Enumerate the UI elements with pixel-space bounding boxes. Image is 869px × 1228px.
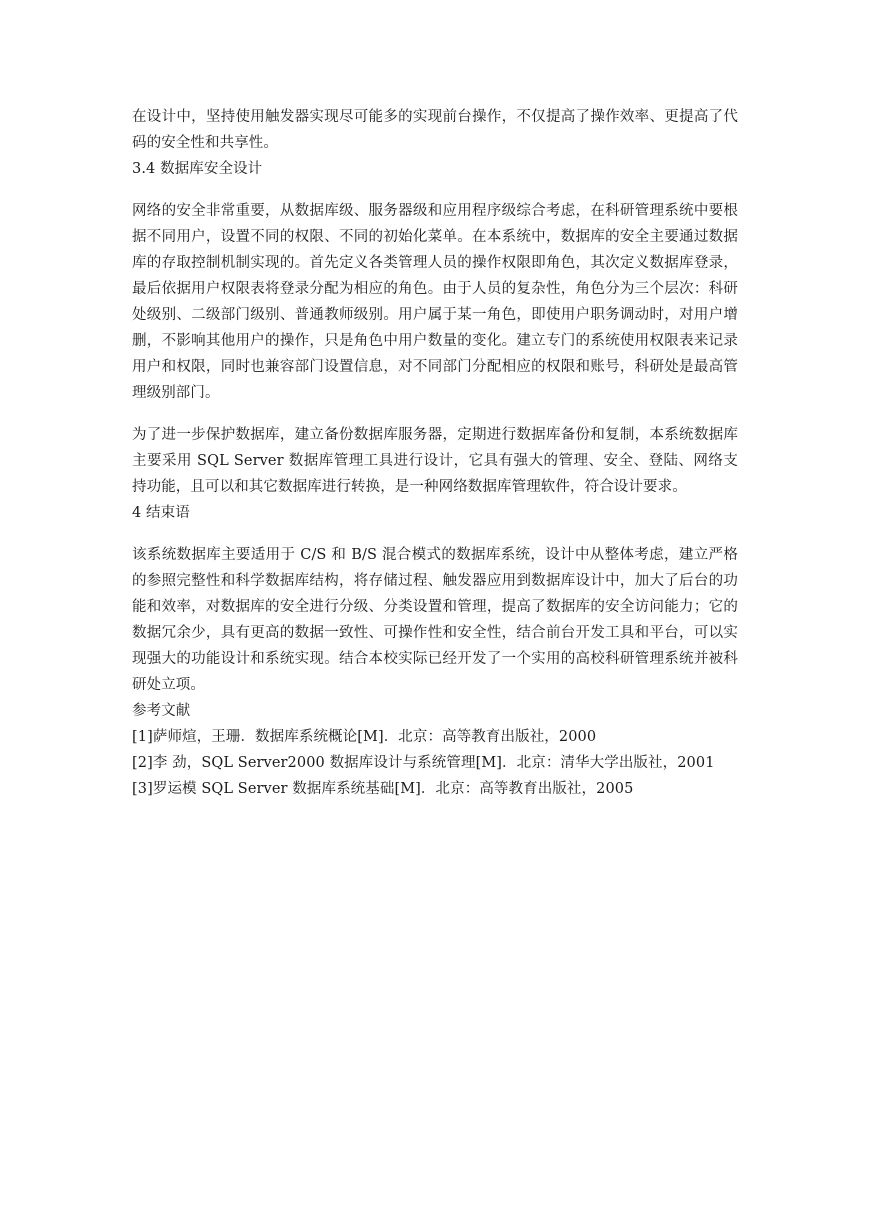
references-heading: 参考文献 xyxy=(132,703,191,719)
reference-item-2: [2]李 劲，SQL Server2000 数据库设计与系统管理[M]．北京：清华大学出版社，2001 xyxy=(132,755,715,771)
paragraph-conclusion: 该系统数据库主要适用于 C/S 和 B/S 混合模式的数据库系统，设计中从整体考虑，建立严格的参照完整性和科学数据库结构，将存储过程、触发器应用到数据库设计中，加大了后台的功能和效率，对数据库的安全进行分级、分类设置和管理，提高了数据库的安全访问能力；它的数据冗余少，具有更高的数据一致性、可操作性和安全性，结合前台开发工具和平台，可以实现强大的功能设计和系统实现。结合本校实际已经开发了一个实用的高校科研管理系统并被科研处立项。 xyxy=(132,547,738,693)
section-heading-security: 3.4 数据库安全设计 xyxy=(132,161,263,177)
paragraph-backup: 为了进一步保护数据库，建立备份数据库服务器，定期进行数据库备份和复制，本系统数据库主要采用 SQL Server 数据库管理工具进行设计，它具有强大的管理、安全、登陆、网络支持功能，且可以和其它数据库进行转换，是一种网络数据库管理软件，符合设计要求。 xyxy=(132,427,738,495)
paragraph-security: 网络的安全非常重要，从数据库级、服务器级和应用程序级综合考虑，在科研管理系统中要根据不同用户，设置不同的权限、不同的初始化菜单。在本系统中，数据库的安全主要通过数据库的存取控制机制实现的。首先定义各类管理人员的操作权限即角色，其次定义数据库登录，最后依据用户权限表将登录分配为相应的角色。由于人员的复杂性，角色分为三个层次：科研处级别、二级部门级别、普通教师级别。用户属于某一角色，即使用户职务调动时，对用户增删，不影响其他用户的操作，只是角色中用户数量的变化。建立专门的系统使用权限表来记录用户和权限，同时也兼容部门设置信息，对不同部门分配相应的权限和账号，科研处是最高管理级别部门。 xyxy=(132,203,738,401)
document-body xyxy=(132,104,738,802)
reference-item-3: [3]罗运模 SQL Server 数据库系统基础[M]．北京：高等教育出版社，2005 xyxy=(132,781,634,797)
reference-item-1: [1]萨师煊，王珊．数据库系统概论[M]．北京：高等教育出版社，2000 xyxy=(132,729,597,745)
section-heading-conclusion: 4 结束语 xyxy=(132,505,190,521)
paragraph-trigger-design: 在设计中，坚持使用触发器实现尽可能多的实现前台操作，不仅提高了操作效率、更提高了代码的安全性和共享性。 xyxy=(132,109,738,151)
